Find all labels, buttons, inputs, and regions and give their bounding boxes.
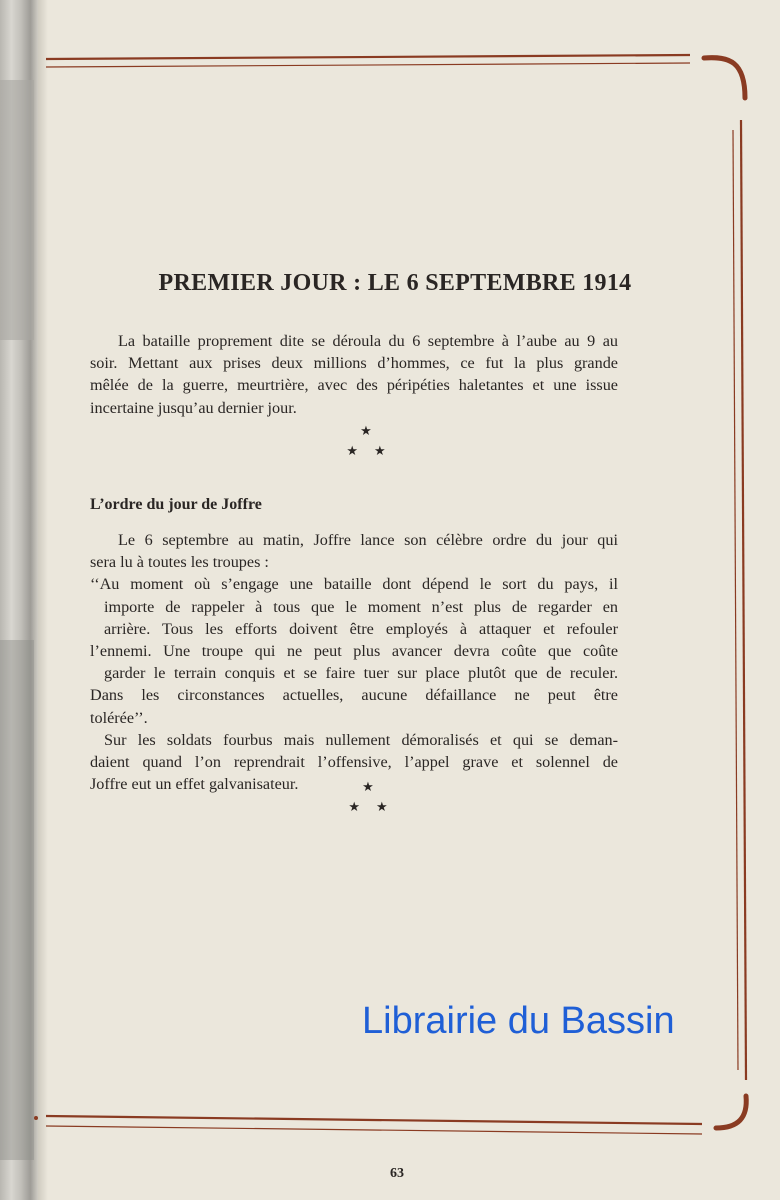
top-rule-outer bbox=[46, 55, 690, 59]
quote-line: arrière. Tous les efforts doivent être employés à attaquer et refouler bbox=[104, 619, 618, 638]
page-number: 63 bbox=[390, 1166, 404, 1181]
intro-line: mêlée de la guerre, meurtrière, avec des péripéties haletantes et une issue bbox=[90, 376, 618, 395]
intro-line: soir. Mettant aux prises deux millions d’hommes, ce fut la plus grande bbox=[90, 354, 618, 373]
quote-line: l’ennemi. Une troupe qui ne peut plus avancer devra coûte que coûte bbox=[90, 642, 618, 661]
watermark-text: Librairie du Bassin bbox=[362, 1000, 675, 1042]
section-heading: L’ordre du jour de Joffre bbox=[90, 496, 262, 513]
corner-curl-bottom-right bbox=[716, 1096, 746, 1128]
bottom-rule-inner bbox=[46, 1126, 702, 1134]
quote-line: tolérée’’. bbox=[90, 708, 148, 727]
intro-line: La bataille proprement dite se déroula du 6 septembre à l’aube au 9 au bbox=[118, 332, 618, 350]
section-body bbox=[90, 529, 618, 795]
rule-dot-left bbox=[34, 1116, 38, 1120]
star-icon: ★ bbox=[374, 444, 386, 459]
star-icon: ★ bbox=[346, 444, 358, 459]
top-rule-inner bbox=[46, 63, 690, 67]
quote-line: ‘‘Au moment où s’engage une bataille dont dépend le sort du pays, il bbox=[90, 575, 618, 594]
quote-line: Dans les circonstances actuelles, aucune défaillance ne peut être bbox=[90, 686, 618, 705]
body-line: Le 6 septembre au matin, Joffre lance son célèbre ordre du jour qui bbox=[118, 531, 618, 549]
quote-line: importe de rappeler à tous que le moment n’est plus de regarder en bbox=[104, 597, 618, 616]
star-icon: ★ bbox=[348, 800, 360, 815]
quote-line: garder le terrain conquis et se faire tuer sur place plutôt que de reculer. bbox=[104, 664, 618, 683]
body-line: sera lu à toutes les troupes : bbox=[90, 553, 269, 572]
star-icon: ★ bbox=[362, 780, 374, 795]
star-divider-2 bbox=[328, 778, 408, 818]
star-divider-1 bbox=[326, 422, 406, 462]
bottom-rule-outer bbox=[46, 1116, 702, 1124]
intro-line: incertaine jusqu’au dernier jour. bbox=[90, 398, 297, 417]
corner-curl-top-right bbox=[704, 58, 745, 98]
body-line: Joffre eut un effet galvanisateur. bbox=[90, 775, 299, 794]
body-line: daient quand l’on reprendrait l’offensive, l’appel grave et solennel de bbox=[90, 753, 618, 772]
star-icon: ★ bbox=[360, 424, 372, 439]
star-icon: ★ bbox=[376, 800, 388, 815]
right-rule-outer bbox=[741, 120, 746, 1080]
chapter-title: PREMIER JOUR : LE 6 SEPTEMBRE 1914 bbox=[158, 270, 632, 296]
intro-paragraph bbox=[90, 330, 618, 419]
body-line: Sur les soldats fourbus mais nullement démoralisés et qui se deman- bbox=[104, 730, 618, 749]
